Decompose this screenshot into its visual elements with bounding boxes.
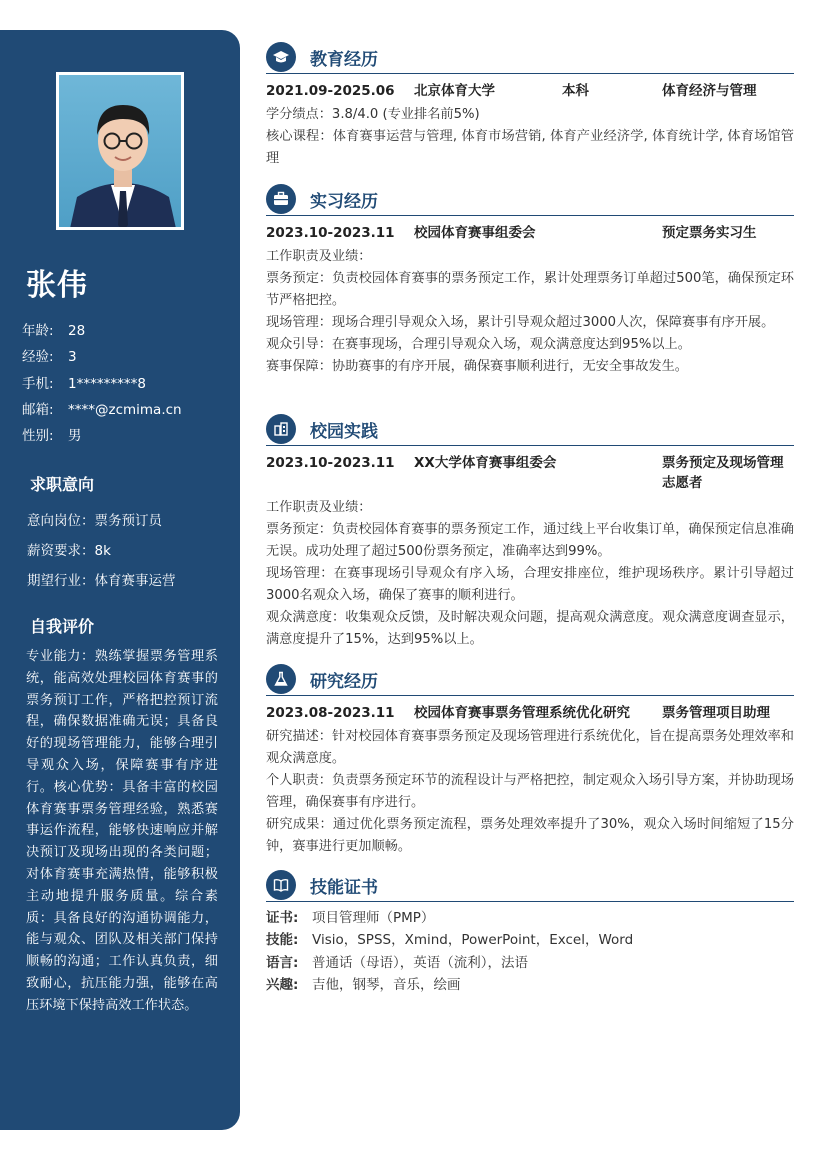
skill-row-certificate: 证书: 项目管理师（PMP） xyxy=(266,910,435,926)
section-header xyxy=(266,40,794,74)
skill-row-skills: 技能: Visio，SPSS，Xmind，PowerPoint，Excel，Word xyxy=(266,932,634,949)
briefcase-icon xyxy=(266,184,296,214)
campus-section xyxy=(266,412,794,651)
research-details: 研究描述：针对校园体育赛事票务预定及现场管理进行系统优化，旨在提高票务处理效率和观众满意度。 个人职责：负责票务预定环节的流程设计与严格把控，制定观众入场引导方案，并协助现场管理，确保赛事有序进行。 研究成果：通过优化票务预定流程，票务处理效率提升了30%，观众入场时间缩短了15分钟，赛事进行更加顺畅。 xyxy=(266,729,794,854)
skills-list xyxy=(266,907,794,997)
research-section xyxy=(266,662,794,858)
section-header xyxy=(266,662,794,696)
skill-row-language: 语言: 普通话（母语），英语（流利），法语 xyxy=(266,954,528,971)
internship-section xyxy=(266,182,794,378)
section-title: 实习经历 xyxy=(310,192,378,212)
internship-header-row: 2023.10-2023.11 校园体育赛事组委会 预定票务实习生 xyxy=(266,225,757,241)
basic-info xyxy=(22,318,232,449)
avatar-photo xyxy=(56,72,184,230)
campus-details: 工作职责及业绩： 票务预定：负责校园体育赛事的票务预定工作，通过线上平台收集订单，确保预定信息准确无误。成功处理了超过500份票务预定，准确率达到99%。 现场管理：在赛事现场引导观众有序入场，合理安排座位，维护现场秩序。累计引导超过3000名观众入场，确保了赛事的顺利进行。 观众满意度：收集观众反馈，及时解决观众问题，提高观众满意度。观众满意度调查显示，满意度提升了15%，达到95%以上。 xyxy=(266,500,794,647)
section-header xyxy=(266,868,794,902)
building-icon xyxy=(266,414,296,444)
section-title: 研究经历 xyxy=(310,672,378,692)
education-header-row: 2021.09-2025.06 北京体育大学 本科 体育经济与管理 xyxy=(266,83,757,99)
info-row-gender: 性别: 男 xyxy=(22,428,82,445)
self-eval-text: 专业能力：熟练掌握票务管理系统，能高效处理校园体育赛事的票务预订工作，严格把控预订流程，确保数据准确无误；具备良好的现场管理能力，能够合理引导观众入场，保障赛事有序进行。核心优势：具备丰富的校园体育赛事票务管理经验，熟悉赛事运作流程，能够快速响应并解决预订及现场出现的各类问题；对体育赛事充满热情，能够积极主动地提升服务质量。综合素质：具备良好的沟通协调能力，能与观众、团队及相关部门保持顺畅的沟通；工作认真负责，细致耐心，抗压能力强，能够在高压环境下保持高效工作状态。 xyxy=(26,649,218,1013)
campus-header-row: 2023.10-2023.11 XX大学体育赛事组委会 票务预定及现场管理志愿者 xyxy=(266,455,784,491)
book-icon xyxy=(266,870,296,900)
internship-details: 工作职责及业绩： 票务预定：负责校园体育赛事的票务预定工作，累计处理票务订单超过500笔，确保预定环节严格把控。 现场管理：现场合理引导观众入场，累计引导观众超过3000人次，保障赛事有序开展。 观众引导：在赛事现场，合理引导观众入场，观众满意度达到95%以上。 赛事保障：协助赛事的有序开展，确保赛事顺利进行，无安全事故发生。 xyxy=(266,249,794,374)
info-row-experience: 经验: 3 xyxy=(22,349,77,366)
info-row-phone: 手机: 1*********8 xyxy=(22,375,146,392)
skill-row-interests: 兴趣: 吉他，钢琴，音乐，绘画 xyxy=(266,977,461,994)
section-title: 校园实践 xyxy=(310,422,378,442)
section-title: 教育经历 xyxy=(310,50,378,70)
education-details: 学分绩点：3.8/4.0 (专业排名前5%) 核心课程：体育赛事运营与管理, 体育市场营销, 体育产业经济学, 体育统计学, 体育场馆管理 xyxy=(266,107,794,166)
job-intent xyxy=(27,506,237,596)
graduation-cap-icon xyxy=(266,42,296,72)
self-eval-title: 自我评价 xyxy=(30,617,95,636)
intent-title: 求职意向 xyxy=(30,475,95,494)
sidebar xyxy=(0,30,240,1130)
flask-icon xyxy=(266,664,296,694)
research-header-row: 2023.08-2023.11 校园体育赛事票务管理系统优化研究 票务管理项目助理 xyxy=(266,705,770,721)
info-row-email: 邮箱: ****@zcmima.cn xyxy=(22,401,182,418)
education-section xyxy=(266,40,794,170)
section-title: 技能证书 xyxy=(310,878,378,898)
section-header xyxy=(266,412,794,446)
section-header xyxy=(266,182,794,216)
intent-position: 意向岗位：票务预订员 xyxy=(27,513,162,529)
intent-salary: 薪资要求：8k xyxy=(27,543,111,559)
candidate-name: 张伟 xyxy=(26,268,88,303)
info-row-age: 年龄: 28 xyxy=(22,323,86,339)
intent-industry: 期望行业：体育赛事运营 xyxy=(27,573,176,589)
skills-section xyxy=(266,868,794,997)
